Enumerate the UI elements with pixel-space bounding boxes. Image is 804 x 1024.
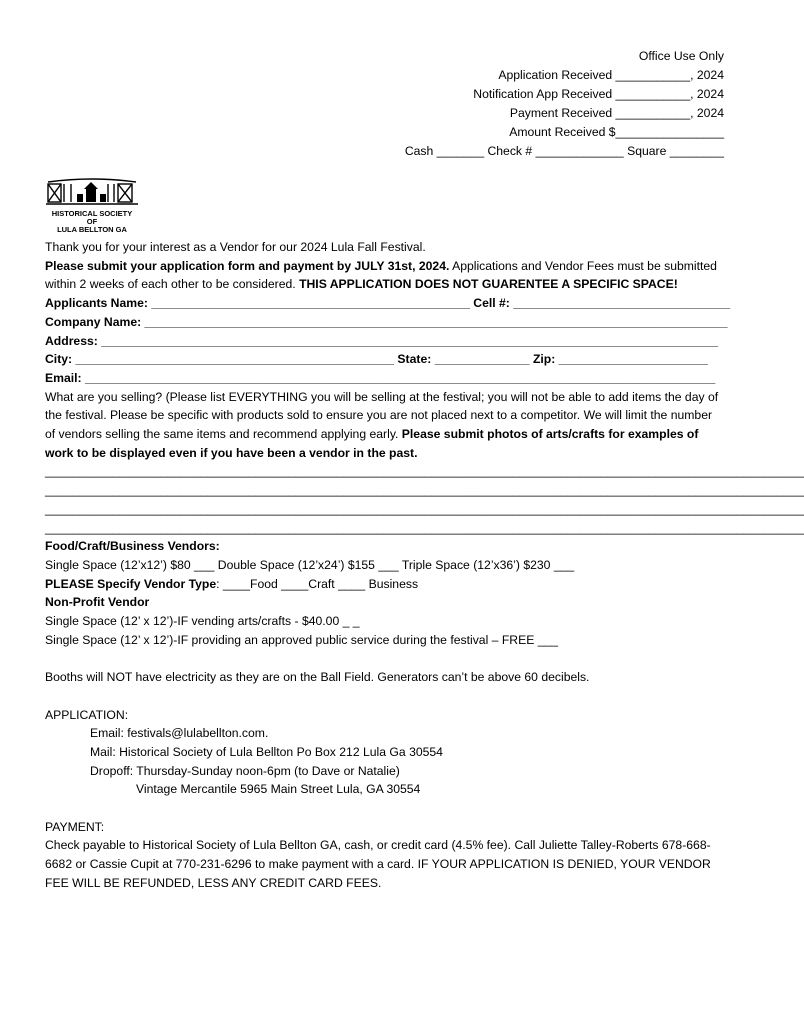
nonprofit-heading: Non-Profit Vendor — [45, 595, 150, 610]
intro-thanks: Thank you for your interest as a Vendor for our 2024 Lula Fall Festival. — [45, 240, 426, 254]
logo-text-line1: HISTORICAL SOCIETY — [51, 209, 133, 218]
notification-received-line: Notification App Received ___________, 2024 — [473, 87, 724, 101]
nonprofit-vending-option: Single Space (12’ x 12’)-IF vending arts/crafts - $40.00 _ _ — [45, 614, 360, 629]
applicant-name-field[interactable]: Applicants Name: _______________________________________________ Cell #: ________________________________ — [45, 296, 731, 311]
application-dropoff: Dropoff: Thursday-Sunday noon-6pm (to Dave or Natalie) — [90, 763, 400, 778]
payment-received-line: Payment Received ___________, 2024 — [509, 106, 724, 120]
vendor-type-line — [45, 575, 725, 594]
vendor-section-heading: Food/Craft/Business Vendors: — [45, 539, 220, 554]
selling-blank-line-3[interactable]: ________________________________________________________________________________________________________________ — [45, 501, 804, 516]
application-mail: Mail: Historical Society of Lula Bellton Po Box 212 Lula Ga 30554 — [90, 744, 443, 759]
selling-question — [45, 388, 725, 463]
logo-text-line2: OF — [86, 217, 98, 226]
spacer — [45, 649, 725, 668]
office-use-block — [405, 47, 724, 161]
logo-text-line3: LULA BELLTON GA — [57, 225, 127, 234]
payment-heading: PAYMENT: — [45, 819, 105, 834]
selling-blank-line-2[interactable]: ________________________________________________________________________________________________________________ — [45, 483, 804, 498]
application-received-line: Application Received ___________, 2024 — [498, 68, 724, 82]
bridge-logo-icon — [44, 178, 140, 208]
form-body — [45, 238, 804, 893]
space-options: Single Space (12’x12’) $80 ___ Double Space (12’x24’) $155 ___ Triple Space (12’x36’) $230 ___ — [45, 557, 575, 572]
vendor-type-options: : ____Food ____Craft ____ Business — [216, 576, 419, 591]
photos-request: Please submit photos of arts/crafts for examples of work to be displayed even if you have been a vendor in the past. — [45, 427, 699, 460]
nonprofit-service-option: Single Space (12’ x 12’)-IF providing an approved public service during the festival – FREE ___ — [45, 632, 559, 647]
selling-blank-line-1[interactable]: ________________________________________________________________________________________________________________ — [45, 464, 804, 479]
vendor-type-label: PLEASE Specify Vendor Type — [45, 576, 217, 591]
booths-note: Booths will NOT have electricity as they are on the Ball Field. Generators can’t be above 60 decibels. — [45, 670, 590, 685]
selling-blank-line-4[interactable]: ________________________________________________________________________________________________________________ — [45, 520, 804, 535]
spacer — [45, 799, 725, 818]
application-heading: APPLICATION: — [45, 707, 129, 722]
deadline-bold: Please submit your application form and payment by JULY 31st, 2024. — [45, 258, 450, 273]
address-field[interactable]: Address: ___________________________________________________________________________________________ — [45, 333, 719, 348]
company-name-field[interactable]: Company Name: ______________________________________________________________________________________ — [45, 314, 728, 329]
application-dropoff-location: Vintage Mercantile 5965 Main Street Lula, GA 30554 — [136, 782, 421, 797]
spacer — [45, 687, 725, 706]
application-email: Email: festivals@lulabellton.com. — [90, 726, 269, 741]
email-field[interactable]: Email: _____________________________________________________________________________________________ — [45, 370, 716, 385]
amount-received-line: Amount Received $________________ — [509, 125, 724, 139]
no-guarantee-warning: THIS APPLICATION DOES NOT GUARENTEE A SPECIFIC SPACE! — [299, 277, 678, 292]
deadline-rest: Applications and Vendor Fees must be submitted within 2 weeks of each other to be considered. — [45, 258, 717, 292]
selling-question-text: What are you selling? (Please list EVERYTHING you will be selling at the festival; you will not be able to add items the day of the festival. Please be specific with products sold to ensure you are not placed next to a competitor. We will limit the number of vendors selling the same items and recommend applying early. — [45, 389, 719, 442]
payment-text: Check payable to Historical Society of Lula Bellton GA, cash, or credit card (4.5% fee). Call Juliette Talley-Roberts 678-668-6682 or Cassie Cupit at 770-231-6296 to make payment with a card. IF YOUR APPLICATION IS DENIED, YOUR VENDOR FEE WILL BE REFUNDED, LESS ANY CREDIT CARD FEES. — [45, 838, 711, 890]
office-use-heading: Office Use Only — [638, 49, 724, 63]
city-state-zip-field[interactable]: City: _______________________________________________ State: ______________ Zip: ______________________ — [45, 352, 708, 367]
intro-deadline — [45, 257, 725, 294]
historical-society-logo — [44, 178, 140, 234]
payment-method-line: Cash _______ Check # _____________ Square ________ — [404, 144, 724, 158]
